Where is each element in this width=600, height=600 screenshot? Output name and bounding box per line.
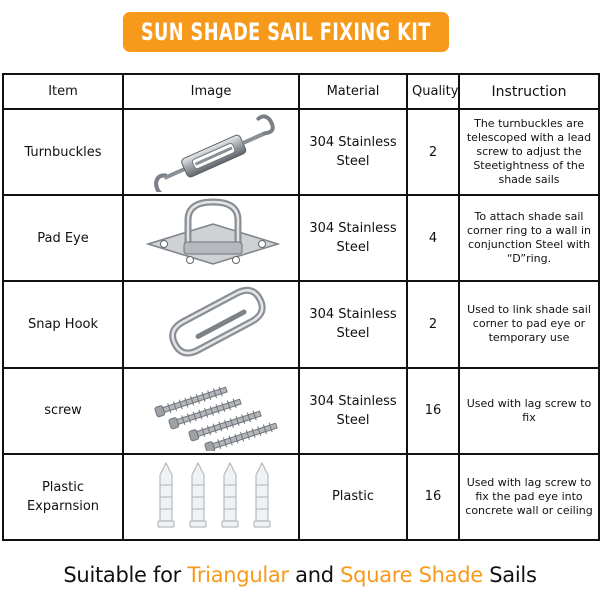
caption-highlight-triangular: Triangular — [187, 563, 289, 587]
plastic-anchors-icon — [128, 457, 298, 537]
snap-hook-icon — [128, 284, 298, 364]
item-quality: 16 — [407, 454, 459, 540]
caption-part-1: Suitable for — [63, 563, 188, 587]
item-image — [123, 368, 299, 454]
item-instruction: Used to link shade sail corner to pad eye or temporary use — [459, 281, 599, 367]
item-instruction: To attach shade sail corner ring to a wall in conjunction Steel with “D”ring. — [459, 195, 599, 281]
table-row — [3, 195, 599, 281]
material-line-1: Plastic — [331, 489, 375, 505]
header-item: Item — [3, 74, 123, 109]
item-instruction: Used with lag screw to fix — [459, 368, 599, 454]
item-material — [299, 195, 407, 281]
table-row — [3, 281, 599, 367]
item-instruction: The turnbuckles are telescoped with a lead screw to adjust the Steetightness of the shade sails — [459, 109, 599, 195]
material-line-2: Steel — [336, 412, 370, 428]
item-quality: 4 — [407, 195, 459, 281]
table-header-row — [3, 74, 599, 109]
item-material — [299, 454, 407, 540]
turnbuckle-icon — [128, 112, 298, 192]
material-line-2: Steel — [336, 326, 370, 342]
header-image: Image — [123, 74, 299, 109]
material-line-2: Steel — [336, 240, 370, 256]
caption-highlight-square: Square Shade — [340, 563, 483, 587]
item-name: Plastic Exparnsion — [3, 454, 123, 540]
caption-part-3: Sails — [482, 563, 537, 587]
item-name: Pad Eye — [3, 195, 123, 281]
header-material: Material — [299, 74, 407, 109]
item-quality: 16 — [407, 368, 459, 454]
material-line-1: 304 Stainless — [309, 135, 397, 151]
item-image — [123, 195, 299, 281]
item-image — [123, 109, 299, 195]
banner-title: SUN SHADE SAIL FIXING KIT — [141, 18, 431, 46]
item-material — [299, 109, 407, 195]
title-banner — [123, 12, 449, 52]
pad-eye-icon — [128, 198, 298, 278]
item-quality: 2 — [407, 109, 459, 195]
item-name: Turnbuckles — [3, 109, 123, 195]
item-name: screw — [3, 368, 123, 454]
fixing-kit-table — [2, 73, 600, 541]
header-instruction: Instruction — [459, 74, 599, 109]
table-row — [3, 109, 599, 195]
item-material — [299, 281, 407, 367]
material-line-1: 304 Stainless — [309, 221, 397, 237]
material-line-1: 304 Stainless — [309, 307, 397, 323]
header-quality: Quality — [407, 74, 459, 109]
material-line-1: 304 Stainless — [309, 393, 397, 409]
item-image — [123, 281, 299, 367]
item-instruction: Used with lag screw to fix the pad eye into concrete wall or ceiling — [459, 454, 599, 540]
screws-icon — [128, 371, 298, 451]
item-name: Snap Hook — [3, 281, 123, 367]
table-row — [3, 368, 599, 454]
material-line-2: Steel — [336, 154, 370, 170]
item-image — [123, 454, 299, 540]
suitability-caption — [0, 563, 600, 587]
caption-part-2: and — [288, 563, 341, 587]
table-row — [3, 454, 599, 540]
item-material — [299, 368, 407, 454]
item-quality: 2 — [407, 281, 459, 367]
